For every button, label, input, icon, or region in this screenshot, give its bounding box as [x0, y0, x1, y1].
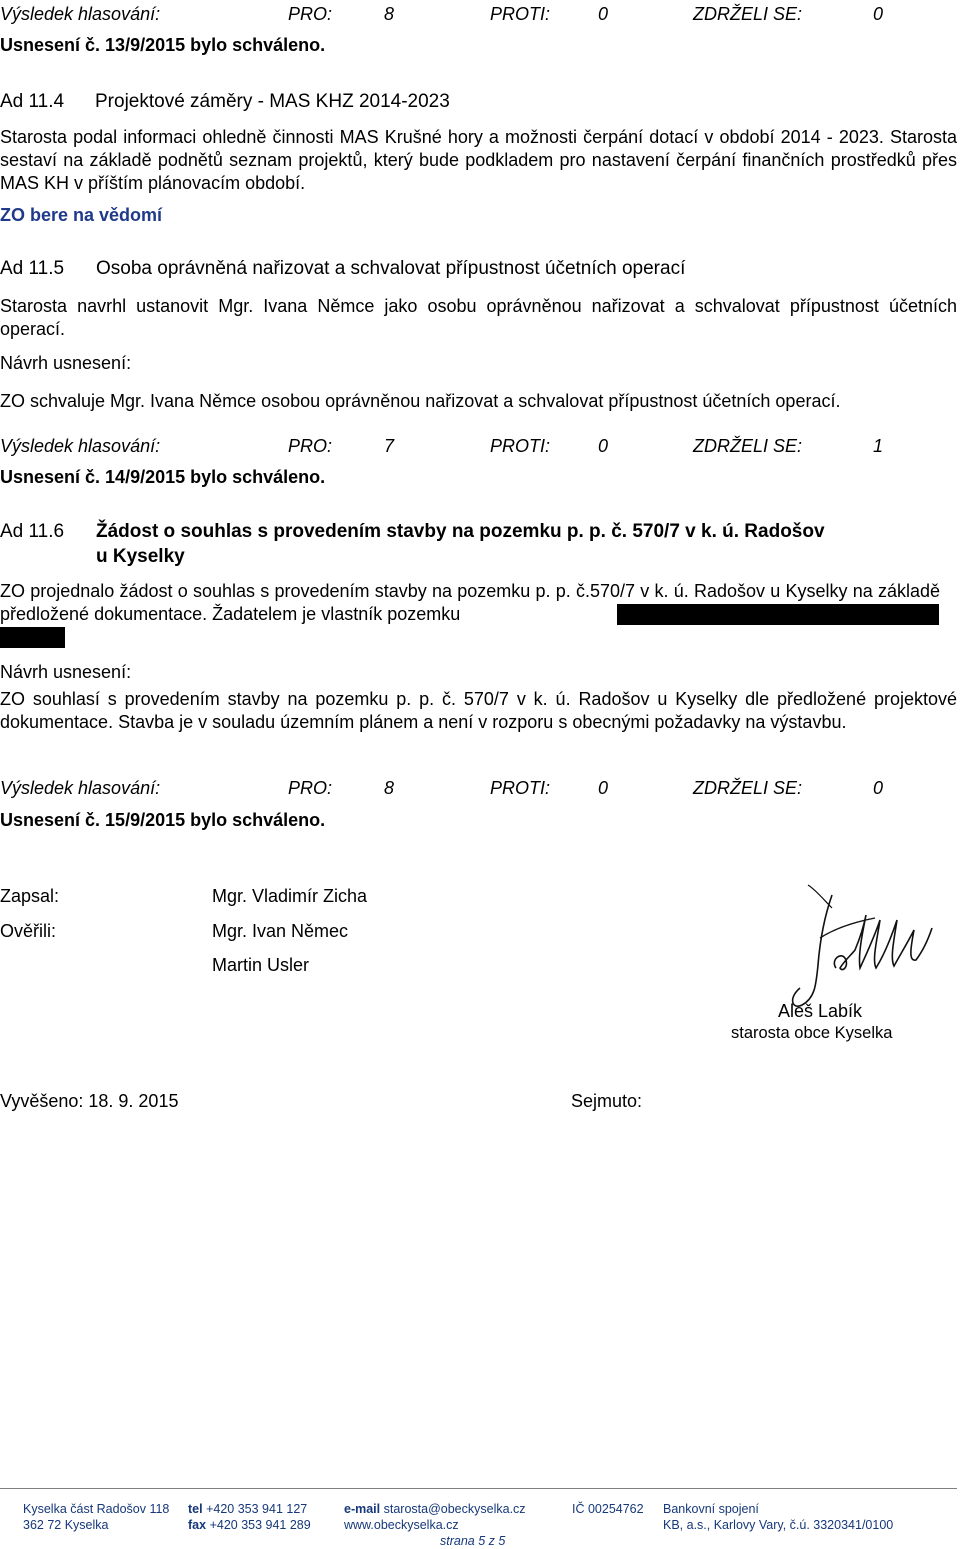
resolution-3: Usnesení č. 15/9/2015 bylo schváleno.	[0, 810, 326, 830]
vote-label: Výsledek hlasování:	[0, 436, 161, 456]
resolution-2: Usnesení č. 14/9/2015 bylo schváleno.	[0, 467, 326, 487]
zapsal-label: Zapsal:	[0, 886, 60, 906]
section-11-5-text: Starosta navrhl ustanovit Mgr. Ivana Němce jako osobu oprávněnou nařizovat a schvalovat přípustnost účetních operací.	[0, 296, 957, 339]
footer-tel	[188, 1502, 307, 1516]
section-11-5-proposal: ZO schvaluje Mgr. Ivana Němce osobou oprávněnou nařizovat a schvalovat přípustnost účetních operací.	[0, 391, 841, 411]
proti-count: 0	[598, 436, 609, 456]
page-number: strana 5 z 5	[440, 1534, 506, 1548]
zdrzeli-label: ZDRŽELI SE:	[693, 436, 803, 456]
section-11-6-proposal: ZO souhlasí s provedením stavby na pozemku p. p. č. 570/7 v k. ú. Radošov u Kyselky dle předložené projektové dokumentace. Stavba je v souladu územním plánem a není v rozporu s obecnými požadavky na výstavbu.	[0, 689, 957, 732]
vote-result-3	[0, 778, 960, 804]
footer-bank-label: Bankovní spojení	[663, 1502, 759, 1516]
footer-bank: KB, a.s., Karlovy Vary, č.ú. 3320341/0100	[663, 1518, 894, 1532]
pro-label: PRO:	[288, 436, 333, 456]
pro-count: 8	[384, 778, 395, 798]
footer-email	[344, 1502, 526, 1516]
zapsal-name: Mgr. Vladimír Zicha	[212, 886, 368, 906]
footer-address-1: Kyselka část Radošov 118	[23, 1502, 170, 1516]
section-title-line1: Žádost o souhlas s provedením stavby na pozemku p. p. č. 570/7 v k. ú. Radošov	[96, 521, 825, 542]
signature-icon	[780, 880, 955, 1015]
fax-value: +420 353 941 289	[209, 1518, 311, 1532]
overili-label: Ověřili:	[0, 921, 57, 941]
vote-result-2	[0, 436, 960, 462]
proti-label: PROTI:	[490, 436, 551, 456]
zdrzeli-count: 1	[873, 436, 884, 456]
footer-web[interactable]: www.obeckyselka.cz	[344, 1518, 459, 1532]
section-title-line2: u Kyselky	[96, 546, 185, 567]
email-label: e-mail	[344, 1502, 381, 1516]
removed-date: Sejmuto:	[571, 1091, 643, 1111]
zdrzeli-label: ZDRŽELI SE:	[693, 4, 803, 24]
section-11-4-note: ZO bere na vědomí	[0, 205, 163, 225]
pro-count: 7	[384, 436, 395, 456]
section-number: Ad 11.6	[0, 521, 65, 542]
section-11-4-heading	[0, 91, 450, 113]
footer-divider	[0, 1488, 957, 1489]
footer-ic: IČ 00254762	[572, 1502, 644, 1516]
tel-value: +420 353 941 127	[206, 1502, 308, 1516]
pro-label: PRO:	[288, 4, 333, 24]
proposal-label: Návrh usnesení:	[0, 662, 132, 682]
zdrzeli-count: 0	[873, 778, 884, 798]
posted-date: Vyvěšeno: 18. 9. 2015	[0, 1091, 179, 1111]
redaction-bar	[0, 627, 65, 648]
section-11-6-text: ZO projednalo žádost o souhlas s provedením stavby na pozemku p. p. č.570/7 v k. ú. Radošov u Kyselky na základě předložené dokumentace. Žadatelem je vlastník pozemku	[0, 581, 940, 624]
proti-count: 0	[598, 778, 609, 798]
proti-count: 0	[598, 4, 609, 24]
section-title: Projektové záměry - MAS KHZ 2014-2023	[95, 91, 450, 112]
mayor-name: Aleš Labík	[778, 1001, 863, 1021]
footer-fax	[188, 1518, 311, 1532]
section-11-5-heading	[0, 258, 686, 280]
resolution-1: Usnesení č. 13/9/2015 bylo schváleno.	[0, 35, 326, 55]
redaction-bar	[617, 604, 939, 625]
vote-label: Výsledek hlasování:	[0, 4, 161, 24]
proti-label: PROTI:	[490, 4, 551, 24]
proti-label: PROTI:	[490, 778, 551, 798]
email-value[interactable]: starosta@obeckyselka.cz	[383, 1502, 526, 1516]
pro-label: PRO:	[288, 778, 333, 798]
section-number: Ad 11.4	[0, 91, 65, 112]
vote-result-1	[0, 4, 960, 30]
tel-label: tel	[188, 1502, 203, 1516]
section-number: Ad 11.5	[0, 258, 65, 279]
zdrzeli-label: ZDRŽELI SE:	[693, 778, 803, 798]
overil-name-2: Martin Usler	[212, 955, 310, 975]
section-11-6-heading	[0, 521, 960, 571]
fax-label: fax	[188, 1518, 207, 1532]
zdrzeli-count: 0	[873, 4, 884, 24]
mayor-title: starosta obce Kyselka	[731, 1024, 893, 1042]
overil-name-1: Mgr. Ivan Němec	[212, 921, 349, 941]
vote-label: Výsledek hlasování:	[0, 778, 161, 798]
footer-address-2: 362 72 Kyselka	[23, 1518, 109, 1532]
section-11-4-text: Starosta podal informaci ohledně činnosti MAS Krušné hory a možnosti čerpání dotací v období 2014 - 2023. Starosta sestaví na základě podnětů seznam projektů, který bude podkladem pro nastavení čerpání finančních prostředků přes MAS KH v příštím plánovacím období.	[0, 127, 957, 193]
section-title: Osoba oprávněná nařizovat a schvalovat přípustnost účetních operací	[96, 258, 686, 279]
pro-count: 8	[384, 4, 395, 24]
proposal-label: Návrh usnesení:	[0, 353, 132, 373]
